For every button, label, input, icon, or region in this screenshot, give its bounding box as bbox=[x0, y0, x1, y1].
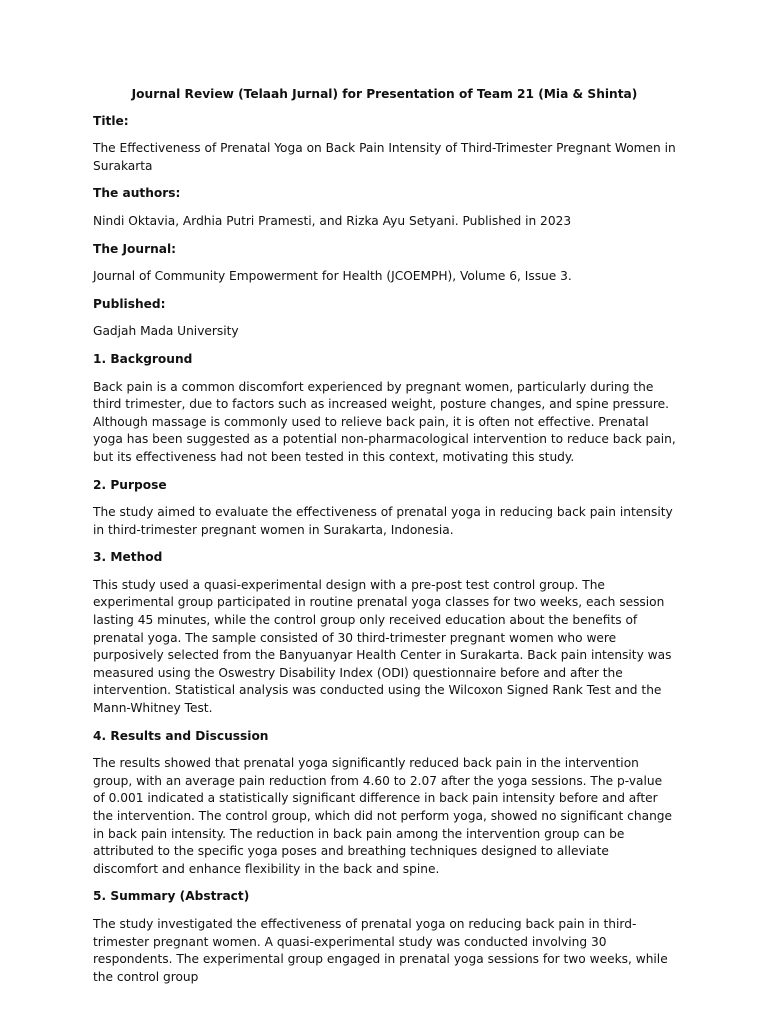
title-value: The Effectiveness of Prenatal Yoga on Back Pain Intensity of Third-Trimester Pregnant Women in Surakarta bbox=[93, 141, 676, 173]
document-title: Journal Review (Telaah Jurnal) for Presentation of Team 21 (Mia & Shinta) bbox=[131, 87, 638, 101]
published-label: Published: bbox=[93, 296, 166, 311]
title-label: Title: bbox=[93, 113, 129, 128]
section-heading-summary: 5. Summary (Abstract) bbox=[93, 889, 250, 904]
journal-value: Journal of Community Empowerment for Health (JCOEMPH), Volume 6, Issue 3. bbox=[93, 269, 572, 284]
authors-value: Nindi Oktavia, Ardhia Putri Pramesti, and Rizka Ayu Setyani. Published in 2023 bbox=[93, 213, 572, 228]
section-body-purpose: The study aimed to evaluate the effectiveness of prenatal yoga in reducing back pain intensity in third-trimester pregnant women in Surakarta, Indonesia. bbox=[93, 505, 673, 537]
published-value: Gadjah Mada University bbox=[93, 324, 239, 339]
section-heading-purpose: 2. Purpose bbox=[93, 477, 167, 492]
section-body-method: This study used a quasi-experimental design with a pre-post test control group. The experimental group participated in routine prenatal yoga classes for two weeks, each session lasting 45 minutes, while the control group only received education about the benefits of prenatal yoga. The sample consisted of 30 third-trimester pregnant women who were purposively selected from the Banyuanyar Health Center in Surakarta. Back pain intensity was measured using the Oswestry Disability Index (ODI) questionnaire before and after the intervention. Statistical analysis was conducted using the Wilcoxon Signed Rank Test and the Mann-Whitney Test. bbox=[93, 577, 672, 716]
section-body-background: Back pain is a common discomfort experienced by pregnant women, particularly during the third trimester, due to factors such as increased weight, posture changes, and spine pressure. Although massage is commonly used to relieve back pain, it is often not effective. Prenatal yoga has been suggested as a potential non-pharmacological intervention to reduce back pain, but its effectiveness had not been tested in this context, motivating this study. bbox=[93, 379, 676, 464]
journal-label: The Journal: bbox=[93, 241, 177, 256]
section-heading-background: 1. Background bbox=[93, 351, 193, 366]
section-heading-results: 4. Results and Discussion bbox=[93, 728, 269, 743]
authors-label: The authors: bbox=[93, 186, 181, 201]
section-heading-method: 3. Method bbox=[93, 550, 163, 565]
section-body-results: The results showed that prenatal yoga significantly reduced back pain in the intervention group, with an average pain reduction from 4.60 to 2.07 after the yoga sessions. The p-value of 0.001 indicated a statistically significant difference in back pain intensity before and after the intervention. The control group, which did not perform yoga, showed no significant change in back pain intensity. The reduction in back pain among the intervention group can be attributed to the specific yoga poses and breathing techniques designed to alleviate discomfort and enhance flexibility in the back and spine. bbox=[93, 756, 673, 876]
section-body-summary: The study investigated the effectiveness of prenatal yoga on reducing back pain in third-trimester pregnant women. A quasi-experimental study was conducted involving 30 respondents. The experimental group engaged in prenatal yoga sessions for two weeks, while the control group bbox=[93, 916, 668, 984]
